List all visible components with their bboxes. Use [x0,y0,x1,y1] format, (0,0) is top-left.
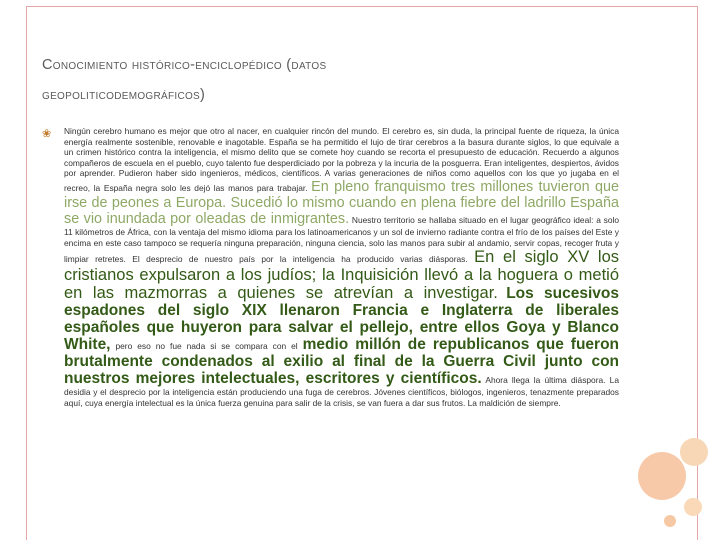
body-text-part-3: Nuestro territorio se hallaba situado en el lugar geográfico ideal: a solo 11 kilómetros de África, con la ventaja del mismo idioma para los latinoamericanos y un sol de invierno radiante contra el frío de los países del Este y encima en este caso tampoco se requería ninguna preparación, ninguna ciencia, solo las manos para subir al andamio, servir copas, recoger fruta y limpiar retretes. El desprecio de nuestro país por la inteligencia ha producido varias diásporas. [64,214,619,265]
body-text-highlight-europe: En pleno franquismo tres millones tuvieron que irse de peones a Europa. Sucedió lo mismo cuando en plena fiebre del ladrillo España se vio inundada por oleadas de inmigrantes. [64,178,619,227]
body-text-highlight-republicanos: medio millón de republicanos que fueron brutalmente condenados al exilio al final de la Guerra Civil junto con nuestros mejores intelectuales, escritores y científicos. [64,336,619,388]
slide-title-line-2: geopoliticodemográficos) [42,87,206,103]
body-paragraph [64,126,619,408]
body-text-part-6: pero eso no fue nada si se compara con el [115,341,298,352]
decor-circle-small [684,498,702,516]
slide-title [42,50,672,110]
decor-circle-medium [680,438,708,466]
body-text-highlight-xv: En el siglo XV los cristianos expulsaron a los judíos; la Inquisición llevó a la hoguera o metió en las mazmorras a quienes se atrevían a investigar. [64,248,620,303]
decor-circle-tiny [664,515,676,527]
body-text-part-8: Ahora llega la última diáspora. La desidia y el desprecio por la inteligencia están produciendo una fuga de cerebros. Jóvenes científicos, biólogos, ingenieros, tenazmente preparados aquí, cuya energía intelectual es la única fuerza genuina para salir de la crisis, se van fuera a dar sus frutos. La maldición de siempre. [64,375,619,408]
frame-top-line [26,6,698,7]
decor-circle-large [638,452,686,500]
slide-title-line-1: Conocimiento histórico-enciclopédico (datos [42,57,327,73]
bullet-symbol-icon: ❀ [42,128,52,140]
body-text-highlight-xix: Los sucesivos espadones del siglo XIX llenaron Francia e Inglaterra de liberales españoles que huyeron para salvar el pellejo, entre ellos Goya y Blanco White, [64,285,620,354]
frame-left-line [26,6,27,540]
body-text-part-1: Ningún cerebro humano es mejor que otro al nacer, en cualquier rincón del mundo. El cerebro es, sin duda, la principal fuente de riqueza, la única energía realmente sostenible, renovable e inagotable. España se ha permitido el lujo de tirar cerebros a la basura durante siglos, lo que equivale a un crimen histórico contra la inteligencia, el mismo delito que se comete hoy cuando se recorta el presupuesto de educación. Recuerdo a algunos compañeros de escuela en el pueblo, cuyo talento fue desperdiciado por la pobreza y la incuria de la posguerra. Eran inteligentes, despiertos, ávidos por aprender. Pudieron haber sido ingenieros, médicos, científicos. A varias generaciones de niños como aquellos con los que yo jugaba en el recreo, la España negra solo les dejó las manos para trabajar. [64,126,619,193]
